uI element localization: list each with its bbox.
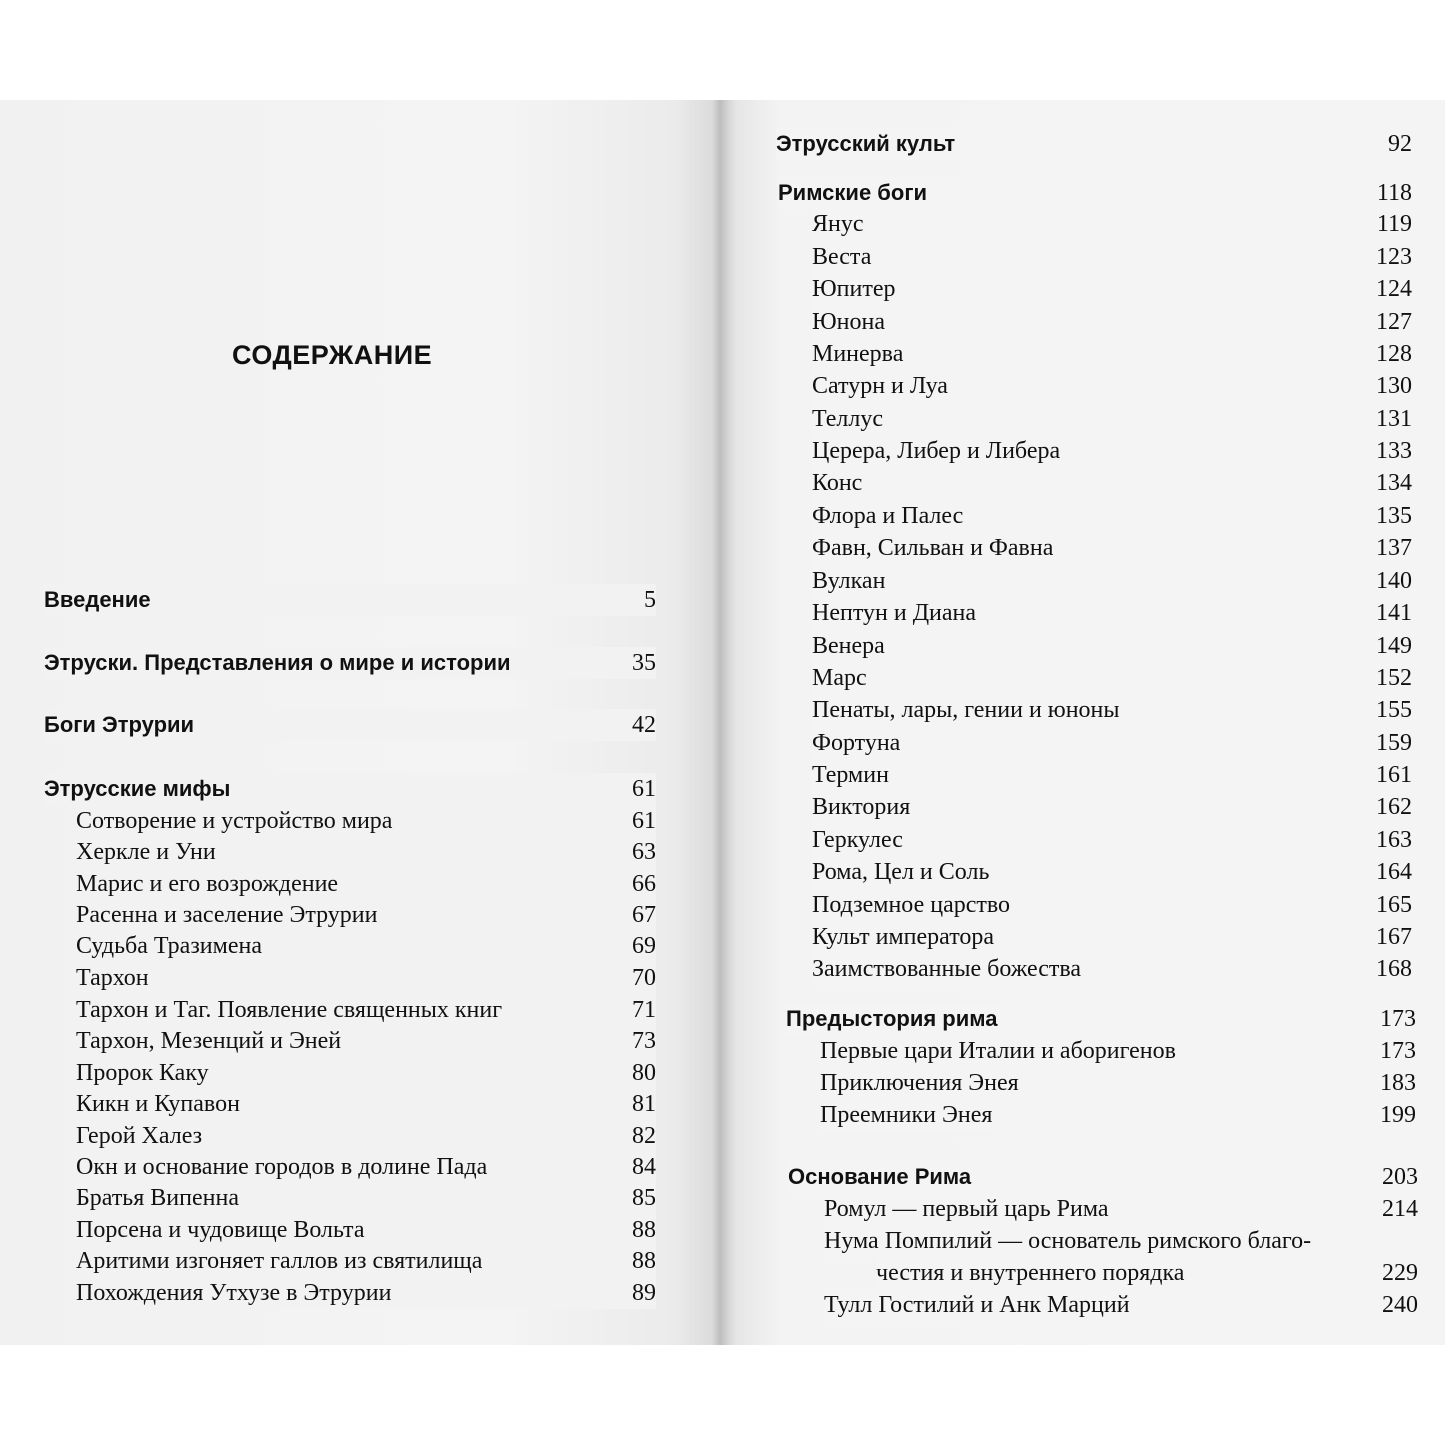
toc-item: Термин 161 xyxy=(812,759,1412,791)
toc-item: Порсена и чудовище Вольта 88 xyxy=(76,1214,656,1246)
toc-heading: Этрусские мифы 61 xyxy=(44,773,656,805)
toc-item: Герой Халез 82 xyxy=(76,1120,656,1152)
toc-item: Юпитер 124 xyxy=(812,273,1412,305)
toc-item: Юнона 127 xyxy=(812,306,1412,338)
toc-item: Пророк Каку 80 xyxy=(76,1057,656,1089)
toc-item: Судьба Тразимена 69 xyxy=(76,930,656,962)
toc-item: Минерва 128 xyxy=(812,338,1412,370)
toc-item: Похождения Утхузе в Этрурии 89 xyxy=(76,1277,656,1309)
toc-item: Аритими изгоняет галлов из святилища 88 xyxy=(76,1245,656,1277)
toc-item: Подземное царство 165 xyxy=(812,889,1412,921)
toc-item: Тулл Гостилий и Анк Марций 240 xyxy=(824,1289,1418,1321)
book-gutter xyxy=(712,100,728,1345)
toc-item: Расенна и заселение Этрурии 67 xyxy=(76,899,656,931)
toc-item: Церера, Либер и Либера 133 xyxy=(812,435,1412,467)
toc-item: Сатурн и Луа 130 xyxy=(812,370,1412,402)
toc-item: Вулкан 140 xyxy=(812,565,1412,597)
toc-item: Фортуна 159 xyxy=(812,727,1412,759)
toc-item: Ромул — первый царь Рима 214 xyxy=(824,1193,1418,1225)
toc-heading: Этруски. Представления о мире и истории 35 xyxy=(44,647,656,679)
toc-item: Виктория 162 xyxy=(812,791,1412,823)
toc-item: Веста 123 xyxy=(812,241,1412,273)
toc-item: Флора и Палес 135 xyxy=(812,500,1412,532)
toc-heading: Введение 5 xyxy=(44,584,656,616)
toc-heading: Предыстория рима 173 xyxy=(786,1003,1416,1035)
toc-item: Преемники Энея 199 xyxy=(820,1099,1416,1131)
toc-item: Рома, Цел и Соль 164 xyxy=(812,856,1412,888)
toc-item: Тархон и Таг. Появление священных книг 71 xyxy=(76,994,656,1026)
toc-item: Первые цари Италии и аборигенов 173 xyxy=(820,1035,1416,1067)
toc-heading: Основание Рима 203 xyxy=(788,1161,1418,1193)
toc-item: Сотворение и устройство мира 61 xyxy=(76,805,656,837)
toc-item: Нептун и Диана 141 xyxy=(812,597,1412,629)
toc-item: Марс 152 xyxy=(812,662,1412,694)
page-title: СОДЕРЖАНИЕ xyxy=(232,340,433,370)
toc-item: Теллус 131 xyxy=(812,403,1412,435)
toc-item: Венера 149 xyxy=(812,630,1412,662)
toc-item: Заимствованные божества 168 xyxy=(812,953,1412,985)
toc-item-line1: Нума Помпилий — основатель римского благо- xyxy=(824,1225,1418,1257)
toc-item: Херкле и Уни 63 xyxy=(76,836,656,868)
toc-item: Пенаты, лары, гении и юноны 155 xyxy=(812,694,1412,726)
toc-item: Янус 119 xyxy=(812,208,1412,240)
toc-item: Фавн, Сильван и Фавна 137 xyxy=(812,532,1412,564)
toc-item: Культ императора 167 xyxy=(812,921,1412,953)
toc-item: Окн и основание городов в долине Пада 84 xyxy=(76,1151,656,1183)
toc-item: Тархон 70 xyxy=(76,962,656,994)
toc-item: Кикн и Купавон 81 xyxy=(76,1088,656,1120)
toc-item-line2: честия и внутреннего порядка 229 xyxy=(876,1257,1418,1289)
toc-item: Приключения Энея 183 xyxy=(820,1067,1416,1099)
toc-item: Марис и его возрождение 66 xyxy=(76,868,656,900)
toc-heading: Боги Этрурии 42 xyxy=(44,709,656,741)
toc-item: Тархон, Мезенций и Эней 73 xyxy=(76,1025,656,1057)
toc-item: Геркулес 163 xyxy=(812,824,1412,856)
toc-item: Братья Випенна 85 xyxy=(76,1182,656,1214)
toc-heading: Этрусский культ 92 xyxy=(776,128,1412,160)
toc-item: Конс 134 xyxy=(812,467,1412,499)
toc-heading: Римские боги 118 xyxy=(778,177,1412,209)
